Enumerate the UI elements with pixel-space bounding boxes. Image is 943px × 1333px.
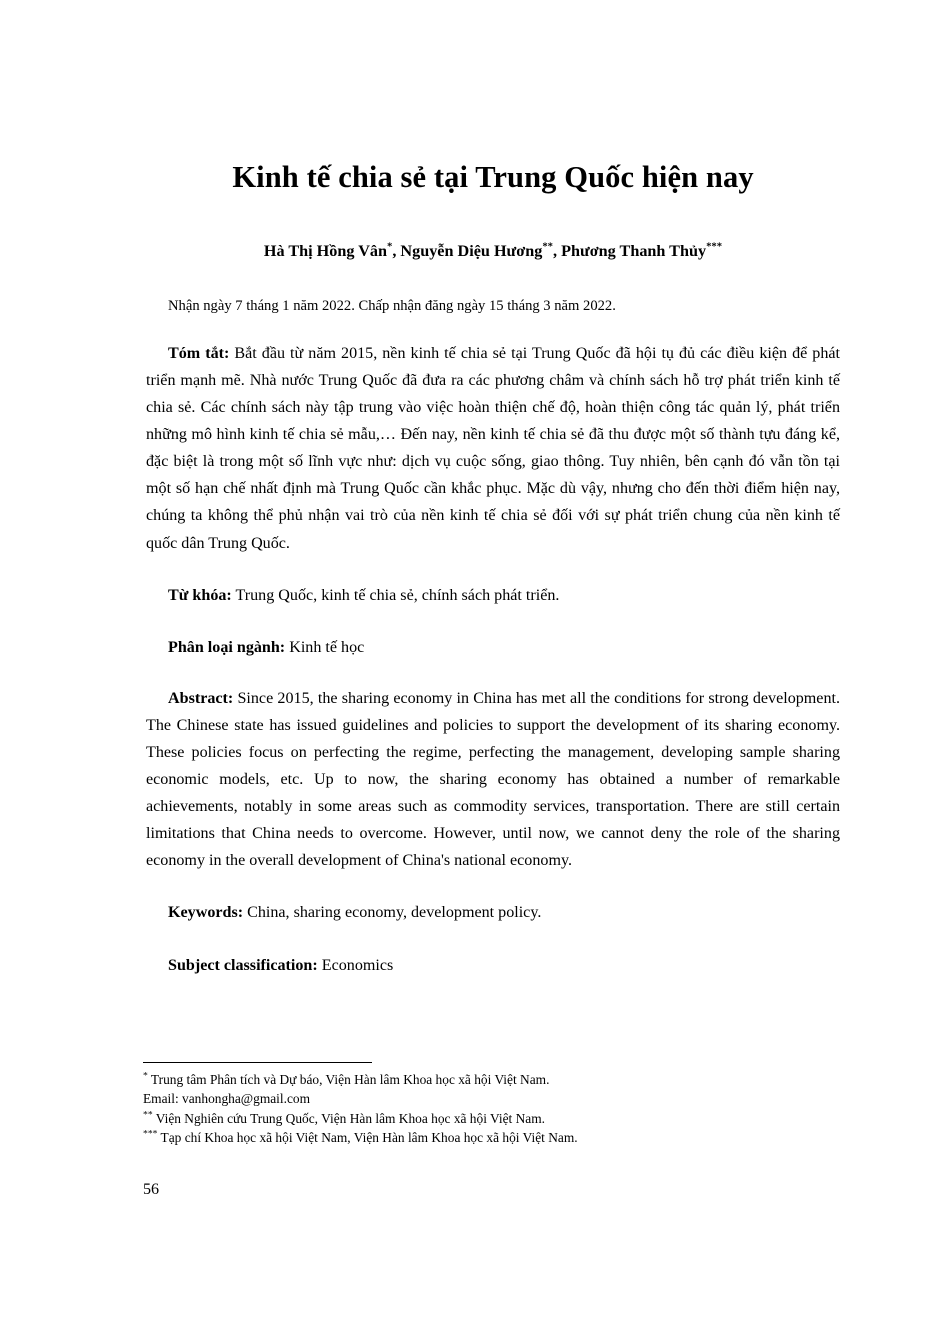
classification-english (146, 927, 840, 979)
footnote-item (143, 1089, 843, 1108)
keywords-english-value: China, sharing economy, development policy. (243, 904, 542, 922)
author-footnote-mark-1: * (386, 240, 393, 253)
abstract-vietnamese-text: Bắt đầu từ năm 2015, nền kinh tế chia sẻ tại Trung Quốc đã hội tụ đủ các điều kiện để phát triển mạnh mẽ. Nhà nước Trung Quốc đã đưa ra các phương châm và chính sách hỗ trợ phát triển kinh tế chia sẻ. Các chính sách này tập trung vào việc hoàn thiện chế độ, hoàn thiện công tác quản lý, phát triển những mô hình kinh tế chia sẻ mẫu,… Đến nay, nền kinh tế chia sẻ đã thu được một số thành tựu đáng kể, đặc biệt là trong một số lĩnh vực như: dịch vụ cuộc sống, giao thông. Tuy nhiên, bên cạnh đó vẫn tồn tại một số hạn chế nhất định mà Trung Quốc cần khắc phục. Mặc dù vậy, nhưng cho đến thời điểm hiện nay, chúng ta không thể phủ nhận vai trò của nền kinh tế chia sẻ đối với sự phát triển chung của nền kinh tế quốc dân Trung Quốc. (146, 344, 841, 552)
footnote-separator-rule (143, 1062, 372, 1063)
footnote-item (143, 1109, 843, 1128)
author-name-1: Hà Thị Hồng Vân (263, 242, 387, 261)
keywords-vietnamese-label: Từ khóa: (168, 586, 232, 604)
page-title: Kinh tế chia sẻ tại Trung Quốc hiện nay (232, 160, 754, 194)
classification-english-value: Economics (317, 956, 394, 974)
page-content (146, 0, 840, 979)
footnote-text: Tạp chí Khoa học xã hội Việt Nam, Viện Hàn lâm Khoa học xã hội Việt Nam. (157, 1130, 578, 1146)
footnote-section (143, 1062, 843, 1148)
author-line (146, 196, 840, 262)
keywords-vietnamese (146, 557, 840, 609)
received-accepted-dateline: Nhận ngày 7 tháng 1 năm 2022. Chấp nhận đăng ngày 15 tháng 3 năm 2022. (168, 298, 616, 315)
abstract-english-label: Abstract: (168, 689, 234, 707)
footnote-mark: * (143, 1070, 148, 1082)
footnote-text: Trung tâm Phân tích và Dự báo, Viện Hàn lâm Khoa học xã hội Việt Nam. (147, 1072, 550, 1087)
abstract-vietnamese (146, 317, 840, 557)
footnote-item (143, 1128, 843, 1147)
abstract-english-text: Since 2015, the sharing economy in China has met all the conditions for strong development. The Chinese state has issued guidelines and policies to support the development of its sharing economy. These policies focus on perfecting the regime, perfecting the management, developing sample sharing economic models, etc. Up to now, the sharing economy has obtained a number of remarkable achievements, notably in some areas such as commodity services, transportation. There are still certain limitations that China needs to overcome. However, until now, we cannot deny the role of the sharing economy in the overall development of China's national economy. (146, 689, 840, 870)
abstract-english (146, 661, 840, 875)
abstract-vietnamese-label: Tóm tắt: (168, 344, 230, 362)
keywords-english-label: Keywords: (168, 904, 244, 922)
author-footnote-mark-2: ** (542, 240, 554, 253)
classification-vietnamese (146, 609, 840, 661)
author-footnote-mark-3: *** (706, 240, 723, 253)
classification-vietnamese-value: Kinh tế học (285, 638, 365, 656)
footnote-text: Viện Nghiên cứu Trung Quốc, Viện Hàn lâm Khoa học xã hội Việt Nam. (152, 1110, 545, 1126)
classification-english-label: Subject classification: (168, 956, 318, 974)
footnote-email-text: Email: vanhongha@gmail.com (143, 1091, 311, 1107)
keywords-english (146, 874, 840, 926)
footnote-mark: ** (143, 1109, 153, 1121)
footnote-mark: *** (143, 1128, 158, 1140)
footnote-item (143, 1070, 843, 1089)
author-name-3: , Phương Thanh Thủy (553, 242, 707, 261)
page-number: 56 (143, 1181, 160, 1198)
keywords-vietnamese-value: Trung Quốc, kinh tế chia sẻ, chính sách phát triển. (231, 586, 560, 604)
author-name-2: , Nguyễn Diệu Hương (392, 242, 543, 261)
classification-vietnamese-label: Phân loại ngành: (168, 638, 286, 656)
